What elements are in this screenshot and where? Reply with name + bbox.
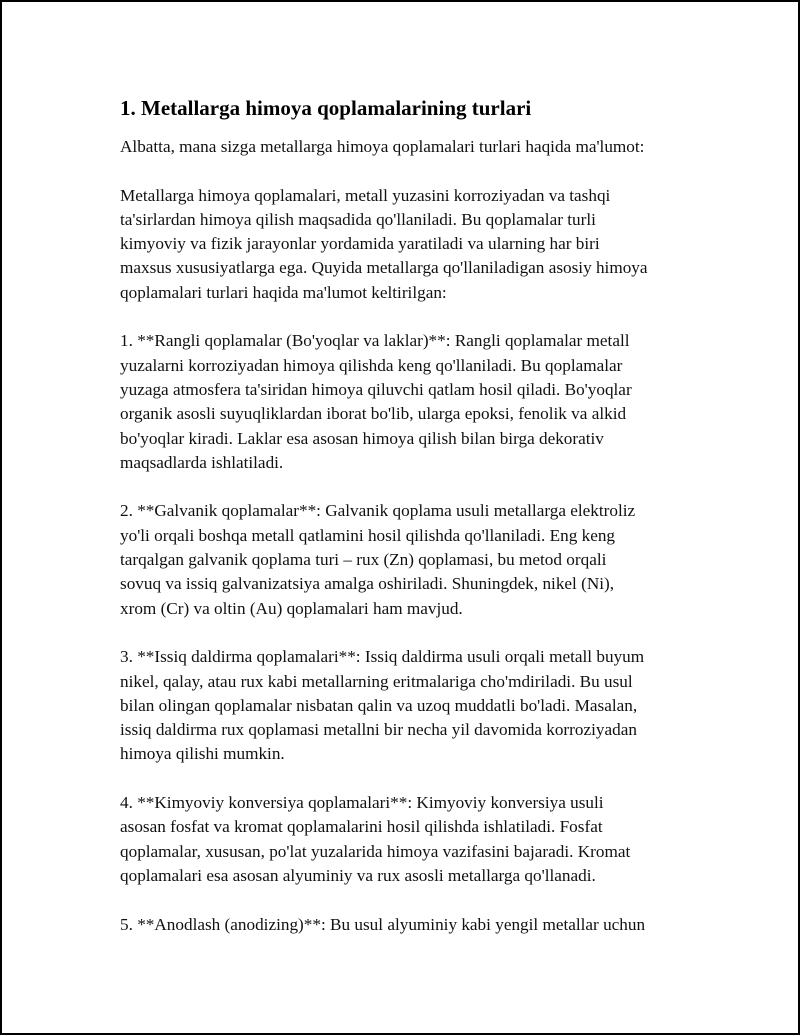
intro-paragraph: Albatta, mana sizga metallarga himoya qoplamalari turlari haqida ma'lumot:: [120, 137, 645, 156]
item-hot-dip-coatings: 3. **Issiq daldirma qoplamalari**: Issiq daldirma usuli orqali metall buyum nikel, qalay, atau rux kabi metallarning eritmalariga cho'mdiriladi. Bu usul bilan olingan qoplamalar nisbatan qalin va uzoq muddatli bo'ladi. Masalan, issiq daldirma rux qoplamasi metallni bir necha yil davomida korroziyadan himoya qilishi mumkin.: [120, 647, 645, 764]
document-title: 1. Metallarga himoya qoplamalarining turlari: [120, 96, 532, 120]
item-anodizing: 5. **Anodlash (anodizing)**: Bu usul alyuminiy kabi yengil metallar uchun: [120, 914, 646, 934]
item-chemical-conversion-coatings: 4. **Kimyoviy konversiya qoplamalari**: Kimyoviy konversiya usuli asosan fosfat va kromat qoplamalarini hosil qilishda ishlatiladi. Fosfat qoplamalar, xususan, po'lat yuzalarida himoya vazifasini bajaradi. Kromat qoplamalari esa asosan alyuminiy va rux asosli metallarga qo'llanadi.: [120, 793, 631, 885]
item-galvanic-coatings: 2. **Galvanik qoplamalar**: Galvanik qoplama usuli metallarga elektroliz yo'li orqali boshqa metall qatlamini hosil qilishda qo'llaniladi. Eng keng tarqalgan galvanik qoplama turi – rux (Zn) qoplamasi, bu metod orqali sovuq va issiq galvanizatsiya amalga oshiriladi. Shuningdek, nikel (Ni), xrom (Cr) va oltin (Au) qoplamalari ham mavjud.: [120, 501, 636, 618]
item-paint-coatings: 1. **Rangli qoplamalar (Bo'yoqlar va laklar)**: Rangli qoplamalar metall yuzalarni korroziyadan himoya qilishda keng qo'llaniladi. Bu qoplamalar yuzaga atmosfera ta'siridan himoya qiluvchi qatlam hosil qiladi. Bo'yoqlar organik asosli suyuqliklardan iborat bo'lib, ularga epoksi, fenolik va alkid bo'yoqlar kiradi. Laklar esa asosan himoya qilish bilan birga dekorativ maqsadlarda ishlatiladi.: [120, 331, 632, 472]
document-body: [120, 95, 700, 961]
overview-paragraph: Metallarga himoya qoplamalari, metall yuzasini korroziyadan va tashqi ta'sirlardan himoya qilish maqsadida qo'llaniladi. Bu qoplamalar turli kimyoviy va fizik jarayonlar yordamida yaratiladi va ularning har biri maxsus xususiyatlarga ega. Quyida metallarga qo'llaniladigan asosiy himoya qoplamalari turlari haqida ma'lumot keltirilgan:: [120, 185, 648, 302]
